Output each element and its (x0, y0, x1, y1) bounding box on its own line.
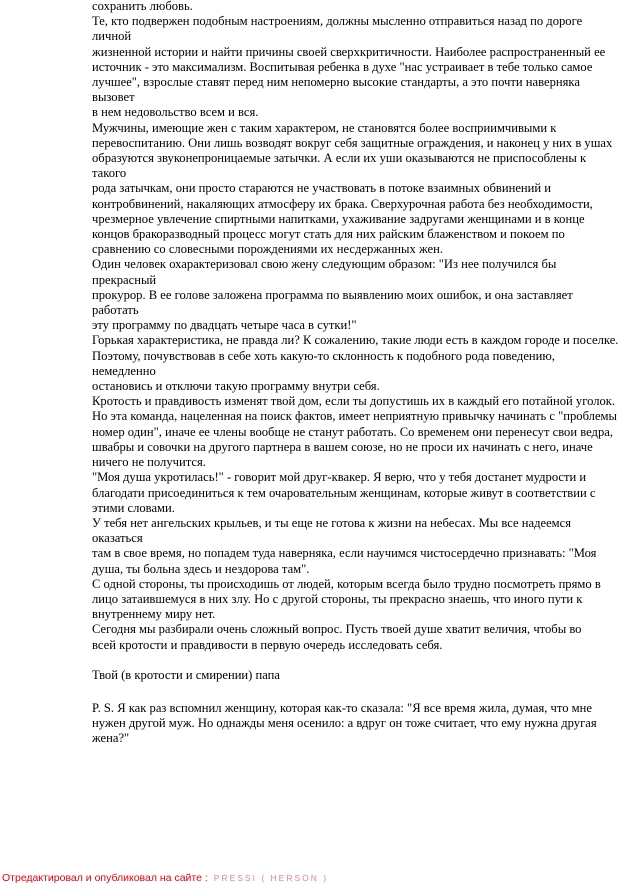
postscript: P. S. Я как раз вспомнил женщину, которая как-то сказала: "Я все время жила, думая, что мне нужен другой муж. Но однажды меня осенило: а вдруг он тоже считает, что ему нужна другая жена?" (92, 700, 597, 746)
paragraph: Кротость и правдивость изменят твой дом, если ты допустишь их в каждый его потайной уголок. Но эта команда, нацеленная на поиск фактов, имеет неприятную привычку начинать с "проблемы номер один", иначе ее члены вообще не станут работать. Со временем они перенесут свои ведра, швабры и совочки на другого партнера в вашем союзе, но не проси их начинать с него, иначе ничего не получится. (92, 394, 617, 470)
paragraph: Те, кто подвержен подобным настроениям, должны мысленно отправиться назад по дороге личной жизненной истории и найти причины своей сверхкритичности. Наиболее распространенный ее источник - это максимализм. Воспитывая ребенка в духе "нас устраивает в тебе только самое лучшее", взрослые ставят перед ним непомерно высокие стандарты, а это почти наверняка вызовет в нем недовольство всем и вся. (92, 14, 606, 120)
paragraph: Один человек охарактеризовал свою жену следующим образом: "Из нее получился бы прекрасный прокурор. В ее голове заложена программа по выявлению моих ошибок, и она заставляет работать эту программу по двадцать четыре часа в сутки!" (92, 257, 573, 333)
paragraph: сохранить любовь. (92, 0, 193, 13)
publisher-footer (2, 871, 620, 885)
signature: Твой (в кротости и смирении) папа (92, 667, 281, 682)
paragraph: "Моя душа укротилась!" - говорит мой друг-квакер. Я верю, что у тебя достанет мудрости и благодати присоединиться к тем очаровательным женщинам, которые живут в соответствии с этими словами. (92, 470, 596, 515)
paragraph: С одной стороны, ты происходишь от людей, которым всегда было трудно посмотреть прямо в лицо затаившемуся в них злу. Но с другой стороны, ты прекрасно знаешь, что иного пути к внутреннему миру нет. (92, 576, 601, 622)
paragraph: Горькая характеристика, не правда ли? К сожалению, такие люди есть в каждом городе и поселке. Поэтому, почувствовав в себе хоть какую-то склонность к подобного рода поведению, немедленно остановись и отключи такую программу внутри себя. (92, 333, 619, 394)
paragraph: Сегодня мы разбирали очень сложный вопрос. Пусть твоей душе хватит величия, чтобы во всей кротости и правдивости в первую очередь исследовать себя. (92, 622, 582, 652)
paragraph: Мужчины, имеющие жен с таким характером, не становятся более восприимчивыми к перевоспитанию. Они лишь возводят вокруг себя защитные ограждения, и наконец у них в ушах образуются звуконепроницаемые затычки. А если их уши оказываются не приспособлены к такого рода затычкам, они просто стараются не участвовать в потоке взаимных обвинений и контробвинений, накаляющих атмосферу их брака. Сверхурочная работа без необходимости, чрезмерное увлечение спиртными напитками, ухаживание задругами женщинами и в конце концов бракоразводный процесс могут стать для них райским блаженством и покоем по сравнению со словесными порождениями их несдержанных жен. (92, 120, 613, 257)
document-body (92, 0, 620, 747)
footer-site-link[interactable]: PRESSI ( HERSON ) (213, 873, 329, 883)
footer-text: Отредактировал и опубликовал на сайте : (2, 872, 208, 884)
paragraph: У тебя нет ангельских крыльев, и ты еще не готова к жизни на небесах. Мы все надеемся оказаться там в свое время, но попадем туда наверняка, если научимся чистосердечно признавать: "Моя душа, ты больна здесь и нездорова там". (92, 515, 597, 576)
